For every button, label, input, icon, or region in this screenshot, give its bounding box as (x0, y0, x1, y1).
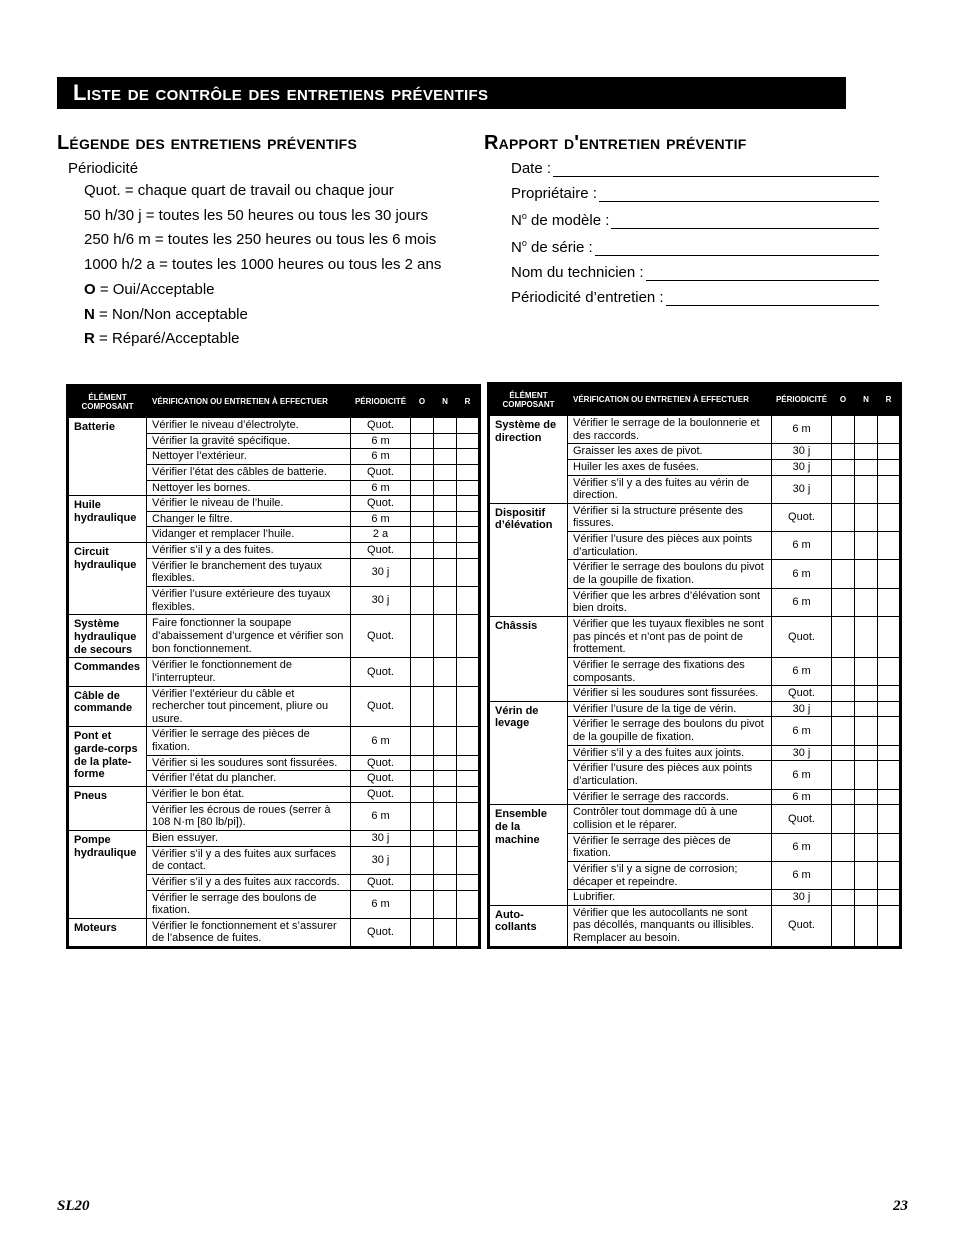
checkbox-n[interactable] (434, 527, 457, 543)
period-cell: 6 m (772, 416, 832, 444)
checkbox-o[interactable] (832, 475, 855, 503)
checkbox-n[interactable] (434, 496, 457, 512)
checkbox-r[interactable] (457, 418, 480, 434)
task-cell: Huiler les axes de fusées. (568, 459, 772, 475)
task-cell: Nettoyer les bornes. (147, 480, 351, 496)
task-cell: Vérifier si la structure présente des fissures. (568, 503, 772, 531)
table-row (489, 616, 901, 657)
checkbox-o[interactable] (832, 588, 855, 616)
legend-line: 1000 h/2 a = toutes les 1000 heures ou tous les 2 ans (84, 256, 442, 273)
task-cell: Vérifier si les soudures sont fissurées. (147, 755, 351, 771)
checkbox-r[interactable] (878, 745, 901, 761)
component-cell: Câble de commande (68, 686, 147, 727)
checkbox-n[interactable] (855, 905, 878, 947)
period-cell: Quot. (351, 418, 411, 434)
checkbox-r[interactable] (457, 558, 480, 586)
task-cell: Vérifier le serrage des pièces de fixation. (147, 727, 351, 755)
checkbox-r[interactable] (878, 861, 901, 889)
checkbox-r[interactable] (457, 686, 480, 727)
header-r: R (457, 386, 480, 418)
checkbox-r[interactable] (457, 802, 480, 830)
checkbox-n[interactable] (855, 532, 878, 560)
task-cell: Vérifier s’il y a des fuites aux surfaces de contact. (147, 846, 351, 874)
checkbox-o[interactable] (411, 771, 434, 787)
table-row (68, 727, 480, 755)
checkbox-o[interactable] (411, 527, 434, 543)
component-cell: Moteurs (68, 918, 147, 947)
component-cell: Châssis (489, 616, 568, 701)
period-cell: 6 m (772, 588, 832, 616)
checkbox-r[interactable] (878, 459, 901, 475)
task-cell: Vérifier l’usure de la tige de vérin. (568, 701, 772, 717)
checkbox-n[interactable] (434, 587, 457, 615)
table-row (68, 830, 480, 846)
checkbox-r[interactable] (457, 727, 480, 755)
checkbox-r[interactable] (878, 503, 901, 531)
task-cell: Vérifier le serrage des boulons du pivot de la goupille de fixation. (568, 560, 772, 588)
checkbox-o[interactable] (832, 459, 855, 475)
component-cell: Huile hydraulique (68, 496, 147, 543)
checkbox-o[interactable] (411, 787, 434, 803)
checkbox-r[interactable] (878, 686, 901, 702)
checkbox-r[interactable] (457, 771, 480, 787)
task-cell: Vérifier le serrage des fixations des composants. (568, 657, 772, 685)
task-cell: Vérifier l’état des câbles de batterie. (147, 464, 351, 480)
task-cell: Vérifier si les soudures sont fissurées. (568, 686, 772, 702)
checkbox-o[interactable] (411, 418, 434, 434)
task-cell: Vérifier s’il y a des fuites aux joints. (568, 745, 772, 761)
checkbox-n[interactable] (855, 761, 878, 789)
checkbox-r[interactable] (878, 444, 901, 460)
checkbox-o[interactable] (832, 616, 855, 657)
checkbox-o[interactable] (832, 503, 855, 531)
checkbox-o[interactable] (411, 587, 434, 615)
period-cell: 2 a (351, 527, 411, 543)
checkbox-n[interactable] (434, 755, 457, 771)
checkbox-r[interactable] (457, 615, 480, 658)
checkbox-n[interactable] (855, 444, 878, 460)
checkbox-o[interactable] (832, 701, 855, 717)
checkbox-n[interactable] (434, 874, 457, 890)
period-cell: 6 m (772, 861, 832, 889)
checkbox-n[interactable] (434, 558, 457, 586)
checkbox-r[interactable] (878, 416, 901, 444)
checkbox-n[interactable] (855, 833, 878, 861)
checkbox-n[interactable] (434, 918, 457, 947)
checkbox-n[interactable] (434, 830, 457, 846)
checkbox-o[interactable] (832, 905, 855, 947)
checkbox-r[interactable] (457, 787, 480, 803)
checkbox-o[interactable] (832, 717, 855, 745)
left-checklist-table (66, 384, 481, 949)
period-cell: Quot. (351, 787, 411, 803)
header-o: O (411, 386, 434, 418)
checkbox-o[interactable] (832, 745, 855, 761)
checkbox-r[interactable] (878, 475, 901, 503)
task-cell: Contrôler tout dommage dû à une collision et le réparer. (568, 805, 772, 833)
checkbox-r[interactable] (457, 830, 480, 846)
task-cell: Vérifier que les autocollants ne sont pas décollés, manquants ou illisibles. Remplacer au besoin. (568, 905, 772, 947)
checkbox-r[interactable] (878, 890, 901, 906)
checkbox-n[interactable] (434, 418, 457, 434)
period-cell: 6 m (772, 717, 832, 745)
period-cell: Quot. (772, 686, 832, 702)
checkbox-n[interactable] (434, 615, 457, 658)
checkbox-o[interactable] (411, 449, 434, 465)
table-row (489, 905, 901, 947)
period-cell: 6 m (772, 833, 832, 861)
period-cell: Quot. (351, 686, 411, 727)
period-cell: Quot. (351, 615, 411, 658)
component-cell: Ensemble de la machine (489, 805, 568, 905)
period-cell: 30 j (772, 745, 832, 761)
checkbox-r[interactable] (878, 560, 901, 588)
table-row (489, 805, 901, 833)
checkbox-r[interactable] (457, 755, 480, 771)
header-check: VÉRIFICATION OU ENTRETIEN À EFFECTUER (568, 384, 772, 416)
task-cell: Faire fonctionner la soupape d’abaissement d’urgence et vérifier son bon fonctionnement. (147, 615, 351, 658)
period-cell: 6 m (351, 727, 411, 755)
header-n: N (855, 384, 878, 416)
task-cell: Vérifier le bon état. (147, 787, 351, 803)
task-cell: Vérifier que les arbres d’élévation sont bien droits. (568, 588, 772, 616)
checkbox-n[interactable] (434, 787, 457, 803)
period-cell: Quot. (351, 496, 411, 512)
task-cell: Graisser les axes de pivot. (568, 444, 772, 460)
checkbox-r[interactable] (878, 532, 901, 560)
checkbox-o[interactable] (411, 511, 434, 527)
checkbox-r[interactable] (878, 805, 901, 833)
right-checklist-table (487, 382, 902, 949)
task-cell: Vérifier le serrage de la boulonnerie et des raccords. (568, 416, 772, 444)
checkbox-n[interactable] (855, 588, 878, 616)
task-cell: Vérifier que les tuyaux flexibles ne sont pas pincés et n’ont pas de point de frottement. (568, 616, 772, 657)
checkbox-n[interactable] (855, 745, 878, 761)
component-cell: Vérin de levage (489, 701, 568, 804)
checkbox-o[interactable] (411, 727, 434, 755)
header-period: PÉRIODICITÉ (772, 384, 832, 416)
legend-line: 250 h/6 m = toutes les 250 heures ou tous les 6 mois (84, 231, 437, 248)
period-cell: 30 j (772, 444, 832, 460)
legend-code-r: R = Réparé/Acceptable (84, 330, 240, 347)
period-cell: 30 j (351, 587, 411, 615)
checkbox-n[interactable] (434, 449, 457, 465)
checkbox-r[interactable] (457, 449, 480, 465)
page-title: Liste de contrôle des entretiens préventifs (57, 77, 846, 109)
service-interval-field[interactable]: Périodicité d’entretien : (511, 289, 879, 306)
checkbox-o[interactable] (411, 558, 434, 586)
checkbox-o[interactable] (832, 890, 855, 906)
period-cell: 6 m (351, 802, 411, 830)
table-row (489, 416, 901, 444)
checkbox-n[interactable] (855, 805, 878, 833)
checkbox-r[interactable] (457, 658, 480, 686)
component-cell: Système de direction (489, 416, 568, 504)
task-cell: Changer le filtre. (147, 511, 351, 527)
header-n: N (434, 386, 457, 418)
period-cell: Quot. (351, 918, 411, 947)
task-cell: Vérifier le branchement des tuyaux flexibles. (147, 558, 351, 586)
checkbox-r[interactable] (457, 511, 480, 527)
checkbox-o[interactable] (411, 615, 434, 658)
checkbox-r[interactable] (878, 588, 901, 616)
model-number-field[interactable]: $N^o$ de modèle : (511, 211, 879, 229)
legend-code-o: O = Oui/Acceptable (84, 281, 215, 298)
checkbox-o[interactable] (411, 496, 434, 512)
footer-page-number: 23 (893, 1198, 908, 1214)
task-cell: Vérifier le niveau d’électrolyte. (147, 418, 351, 434)
checkbox-r[interactable] (878, 905, 901, 947)
period-cell: 6 m (351, 433, 411, 449)
checkbox-o[interactable] (832, 861, 855, 889)
component-cell: Dispositif d’élévation (489, 503, 568, 616)
date-field[interactable]: Date : (511, 160, 879, 177)
checkbox-r[interactable] (457, 496, 480, 512)
checkbox-n[interactable] (434, 771, 457, 787)
period-cell: Quot. (351, 658, 411, 686)
checkbox-n[interactable] (855, 560, 878, 588)
task-cell: Vérifier le fonctionnement de l’interrupteur. (147, 658, 351, 686)
table-row (68, 418, 480, 434)
checkbox-n[interactable] (855, 503, 878, 531)
header-component: ÉLÉMENT COMPOSANT (68, 386, 147, 418)
period-cell: 30 j (772, 701, 832, 717)
task-cell: Vérifier s’il y a des fuites. (147, 543, 351, 559)
checkbox-o[interactable] (411, 802, 434, 830)
period-cell: 6 m (772, 761, 832, 789)
period-cell: Quot. (772, 805, 832, 833)
task-cell: Nettoyer l’extérieur. (147, 449, 351, 465)
checkbox-n[interactable] (855, 890, 878, 906)
checkbox-o[interactable] (411, 686, 434, 727)
task-cell: Vérifier le serrage des boulons de fixation. (147, 890, 351, 918)
component-cell: Pont et garde-corps de la plate-forme (68, 727, 147, 787)
period-cell: 6 m (772, 789, 832, 805)
task-cell: Vérifier le serrage des boulons du pivot de la goupille de fixation. (568, 717, 772, 745)
checkbox-r[interactable] (878, 789, 901, 805)
checkbox-r[interactable] (878, 701, 901, 717)
checkbox-n[interactable] (434, 686, 457, 727)
period-cell: 6 m (351, 480, 411, 496)
period-cell: 6 m (772, 560, 832, 588)
task-cell: Vérifier s’il y a des fuites au vérin de direction. (568, 475, 772, 503)
checkbox-r[interactable] (457, 464, 480, 480)
checkbox-n[interactable] (434, 543, 457, 559)
legend-code-n: N = Non/Non acceptable (84, 306, 248, 323)
checkbox-n[interactable] (855, 717, 878, 745)
checkbox-o[interactable] (411, 543, 434, 559)
checkbox-n[interactable] (855, 416, 878, 444)
checkbox-o[interactable] (411, 918, 434, 947)
task-cell: Lubrifier. (568, 890, 772, 906)
checkbox-n[interactable] (434, 727, 457, 755)
checkbox-o[interactable] (832, 560, 855, 588)
checkbox-n[interactable] (855, 701, 878, 717)
checkbox-r[interactable] (878, 657, 901, 685)
period-cell: 30 j (351, 846, 411, 874)
period-cell: 6 m (351, 511, 411, 527)
checkbox-o[interactable] (411, 433, 434, 449)
checkbox-o[interactable] (411, 755, 434, 771)
owner-field[interactable]: Propriétaire : (511, 185, 879, 202)
checkbox-n[interactable] (434, 802, 457, 830)
task-cell: Vidanger et remplacer l’huile. (147, 527, 351, 543)
checkbox-o[interactable] (832, 532, 855, 560)
component-cell: Circuit hydraulique (68, 543, 147, 615)
table-row (489, 701, 901, 717)
checkbox-o[interactable] (832, 686, 855, 702)
table-row (68, 918, 480, 947)
legend-heading: Légende des entretiens préventifs (57, 132, 357, 154)
period-cell: 6 m (351, 890, 411, 918)
checkbox-n[interactable] (855, 686, 878, 702)
period-cell: 30 j (772, 475, 832, 503)
period-cell: Quot. (351, 464, 411, 480)
checkbox-r[interactable] (878, 833, 901, 861)
task-cell: Vérifier le serrage des raccords. (568, 789, 772, 805)
checkbox-r[interactable] (457, 480, 480, 496)
checkbox-r[interactable] (457, 433, 480, 449)
checkbox-n[interactable] (855, 616, 878, 657)
table-row (68, 496, 480, 512)
checkbox-r[interactable] (457, 874, 480, 890)
checkbox-o[interactable] (411, 846, 434, 874)
task-cell: Vérifier s’il y a des fuites aux raccords. (147, 874, 351, 890)
checkbox-o[interactable] (411, 890, 434, 918)
legend-line: 50 h/30 j = toutes les 50 heures ou tous les 30 jours (84, 207, 428, 224)
component-cell: Pompe hydraulique (68, 830, 147, 918)
period-cell: Quot. (351, 543, 411, 559)
table-row (489, 503, 901, 531)
table-row (68, 787, 480, 803)
checkbox-n[interactable] (434, 480, 457, 496)
checkbox-n[interactable] (855, 789, 878, 805)
component-cell: Pneus (68, 787, 147, 831)
checkbox-n[interactable] (855, 459, 878, 475)
period-cell: Quot. (772, 905, 832, 947)
serial-number-field[interactable]: $N^o$ de série : (511, 238, 879, 256)
task-cell: Vérifier la gravité spécifique. (147, 433, 351, 449)
period-cell: 30 j (351, 558, 411, 586)
checkbox-n[interactable] (434, 846, 457, 874)
checkbox-o[interactable] (832, 444, 855, 460)
checkbox-o[interactable] (832, 805, 855, 833)
checkbox-r[interactable] (457, 527, 480, 543)
checkbox-r[interactable] (878, 616, 901, 657)
technician-name-field[interactable]: Nom du technicien : (511, 264, 879, 281)
footer-model: SL20 (57, 1198, 90, 1214)
task-cell: Vérifier le fonctionnement et s’assurer de l’absence de fuites. (147, 918, 351, 947)
period-cell: 30 j (772, 890, 832, 906)
checkbox-n[interactable] (855, 657, 878, 685)
checkbox-n[interactable] (855, 861, 878, 889)
legend-periodicity-label: Périodicité (68, 160, 139, 177)
header-component: ÉLÉMENT COMPOSANT (489, 384, 568, 416)
checkbox-r[interactable] (457, 587, 480, 615)
checkbox-o[interactable] (832, 833, 855, 861)
task-cell: Vérifier l’usure des pièces aux points d’articulation. (568, 532, 772, 560)
period-cell: 6 m (772, 532, 832, 560)
checkbox-o[interactable] (411, 464, 434, 480)
period-cell: Quot. (351, 874, 411, 890)
table-row (68, 615, 480, 658)
checkbox-o[interactable] (411, 830, 434, 846)
header-check: VÉRIFICATION OU ENTRETIEN À EFFECTUER (147, 386, 351, 418)
checkbox-n[interactable] (434, 511, 457, 527)
period-cell: Quot. (351, 771, 411, 787)
task-cell: Vérifier le serrage des pièces de fixation. (568, 833, 772, 861)
checkbox-n[interactable] (434, 658, 457, 686)
period-cell: 6 m (351, 449, 411, 465)
component-cell: Batterie (68, 418, 147, 496)
checkbox-r[interactable] (457, 543, 480, 559)
report-heading: Rapport d'entretien préventif (484, 132, 747, 154)
checkbox-o[interactable] (832, 789, 855, 805)
checkbox-o[interactable] (832, 761, 855, 789)
task-cell: Vérifier l’état du plancher. (147, 771, 351, 787)
period-cell: 30 j (351, 830, 411, 846)
component-cell: Commandes (68, 658, 147, 686)
header-period: PÉRIODICITÉ (351, 386, 411, 418)
checkbox-o[interactable] (832, 416, 855, 444)
checkbox-r[interactable] (457, 918, 480, 947)
component-cell: Auto-collants (489, 905, 568, 947)
checkbox-r[interactable] (457, 846, 480, 874)
checkbox-o[interactable] (832, 657, 855, 685)
checkbox-n[interactable] (434, 464, 457, 480)
task-cell: Bien essuyer. (147, 830, 351, 846)
checkbox-r[interactable] (878, 761, 901, 789)
checkbox-n[interactable] (855, 475, 878, 503)
period-cell: Quot. (351, 755, 411, 771)
header-r: R (878, 384, 901, 416)
checkbox-o[interactable] (411, 658, 434, 686)
checkbox-r[interactable] (878, 717, 901, 745)
period-cell: 30 j (772, 459, 832, 475)
task-cell: Vérifier le niveau de l’huile. (147, 496, 351, 512)
legend-line: Quot. = chaque quart de travail ou chaque jour (84, 182, 394, 199)
checkbox-n[interactable] (434, 433, 457, 449)
period-cell: Quot. (772, 616, 832, 657)
checkbox-n[interactable] (434, 890, 457, 918)
table-row (68, 543, 480, 559)
checkbox-o[interactable] (411, 480, 434, 496)
header-o: O (832, 384, 855, 416)
task-cell: Vérifier l’usure extérieure des tuyaux flexibles. (147, 587, 351, 615)
component-cell: Système hydraulique de secours (68, 615, 147, 658)
task-cell: Vérifier les écrous de roues (serrer à 108 N·m [80 lb/pi]). (147, 802, 351, 830)
period-cell: Quot. (772, 503, 832, 531)
task-cell: Vérifier l’extérieur du câble et rechercher tout pincement, pliure ou usure. (147, 686, 351, 727)
checkbox-r[interactable] (457, 890, 480, 918)
checkbox-o[interactable] (411, 874, 434, 890)
task-cell: Vérifier l’usure des pièces aux points d’articulation. (568, 761, 772, 789)
table-row (68, 686, 480, 727)
table-row (68, 658, 480, 686)
period-cell: 6 m (772, 657, 832, 685)
task-cell: Vérifier s’il y a signe de corrosion; décaper et repeindre. (568, 861, 772, 889)
